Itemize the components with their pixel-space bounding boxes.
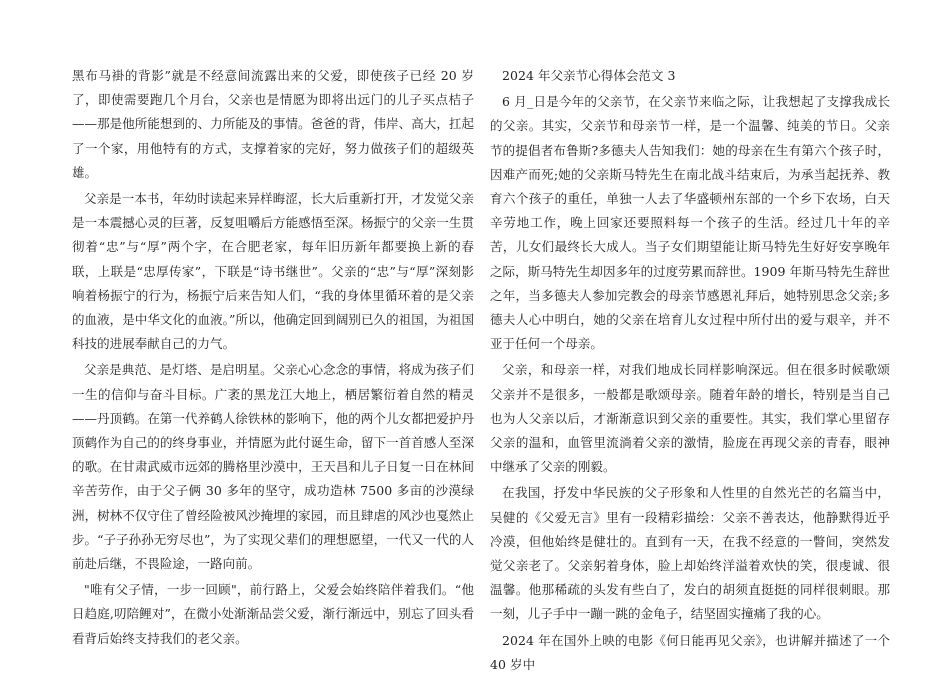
section-heading: 2024 年父亲节心得体会范文 3 bbox=[502, 68, 676, 83]
left-column bbox=[72, 64, 474, 653]
right-paragraph-2: 父亲，和母亲一样，对我们地成长同样影响深远。但在很多时候歌颂父亲并不是很多，一般都是歌颂母亲。随着年龄的增长，特别是当自己也为人父亲以后，才渐渐意识到父亲的重要性。其实，我们掌心里留存父亲的温和，血管里流淌着父亲的激情，脸庞在再现父亲的青春，眼神中继承了父亲的刚毅。 bbox=[490, 362, 890, 475]
right-paragraph-4: 2024 年在国外上映的电影《何日能再见父亲》，也讲解并描述了一个 40 岁中 bbox=[490, 632, 890, 672]
left-paragraph-4: "唯有父子情，一步一回顾"，前行路上，父爱会始终陪伴着我们。“他日趋庭,叨陪鲤对”，在微小处渐渐品尝父爱，渐行渐远中，别忘了回头看看背后始终支持我们的老父亲。 bbox=[72, 582, 474, 646]
right-paragraph-1: 6 月_日是今年的父亲节，在父亲节来临之际，让我想起了支撑我成长的父亲。其实，父亲节和母亲节一样，是一个温馨、纯美的节日。父亲节的提倡者布鲁斯?多德夫人告知我们：她的母亲在生有第六个孩子时，因难产而死;她的父亲斯马特先生在南北战斗结束后，为承当起抚养、教育六个孩子的重任，单独一人去了华盛顿州东部的一个乡下农场，白天辛劳地工作，晚上回家还要照料每一个孩子的生活。经过几十年的辛苦，儿女们最终长大成人。当子女们期望能让斯马特先生好好安享晚年之际，斯马特先生却因多年的过度劳累而辞世。1909 年斯马特先生辞世之年，当多德夫人参加完教会的母亲节感恩礼拜后，她特别思念父亲;多德夫人心中明白，她的父亲在培育儿女过程中所付出的爱与艰辛，并不亚于任何一个母亲。 bbox=[490, 94, 890, 352]
right-paragraph-3: 在我国，抒发中华民族的父子形象和人性里的自然光芒的名篇当中，吴健的《父爱无言》里有一段精彩描绘：父亲不善表达，他静默得近乎冷漠，但他始终是健壮的。直到有一天，在我不经意的一瞥间，突然发觉父亲老了。父亲躬着身体，脸上却始终洋溢着欢快的笑，很虔诚、很温馨。他那稀疏的头发有些白了，发白的胡须直挺挺的同样很刺眼。那一刻，儿子手中一蹦一跳的金龟子，结坚固实撞痛了我的心。 bbox=[490, 485, 890, 622]
right-column bbox=[490, 64, 890, 679]
left-paragraph-2: 父亲是一本书，年幼时读起来异样晦涩，长大后重新打开，才发觉父亲是一本震撼心灵的巨著，反复咀嚼后方能感悟至深。杨振宁的父亲一生贯彻着“忠”与“厚”两个字，在合肥老家，每年旧历新年都要换上新的春联，上联是“忠厚传家”，下联是“诗书继世”。父亲的“忠”与“厚”深刻影响着杨振宁的行为，杨振宁后来告知人们，“我的身体里循环着的是父亲的血液，是中华文化的血液。”所以，他确定回到阔别已久的祖国，为祖国科技的进展奉献自己的力气。 bbox=[72, 191, 474, 352]
left-paragraph-3: 父亲是典范、是灯塔、是启明星。父亲心心念念的事情，将成为孩子们一生的信仰与奋斗目标。广袤的黑龙江大地上，栖居繁衍着自然的精灵——丹顶鹤。在第一代养鹤人徐铁林的影响下，他的两个儿女都把爱护丹顶鹤作为自己的的终身事业，并情愿为此付诞生命，留下一首首感人至深的歌。在甘肃武威市远郊的腾格里沙漠中，王天昌和儿子日复一日在林间辛苦劳作，由于父子俩 30 多年的坚守，成功造林 7500 多亩的沙漠绿洲，树林不仅守住了曾经险被风沙掩埋的家园，而且肆虐的风沙也戛然止步。“子子孙孙无穷尽也”，为了实现父辈们的理想愿望，一代又一代的人前赴后继，不畏险途，一路向前。 bbox=[72, 362, 474, 572]
left-paragraph-1: 黑布马褂的背影”就是不经意间流露出来的父爱，即使孩子已经 20 岁了，即使需要跑几个月台，父亲也是情愿为即将出远门的儿子买点桔子——那是他所能想到的、力所能及的事情。爸爸的背，伟岸、高大，扛起了一个家，用他特有的方式，支撑着家的完好，努力做孩子们的超级英雄。 bbox=[72, 68, 474, 180]
